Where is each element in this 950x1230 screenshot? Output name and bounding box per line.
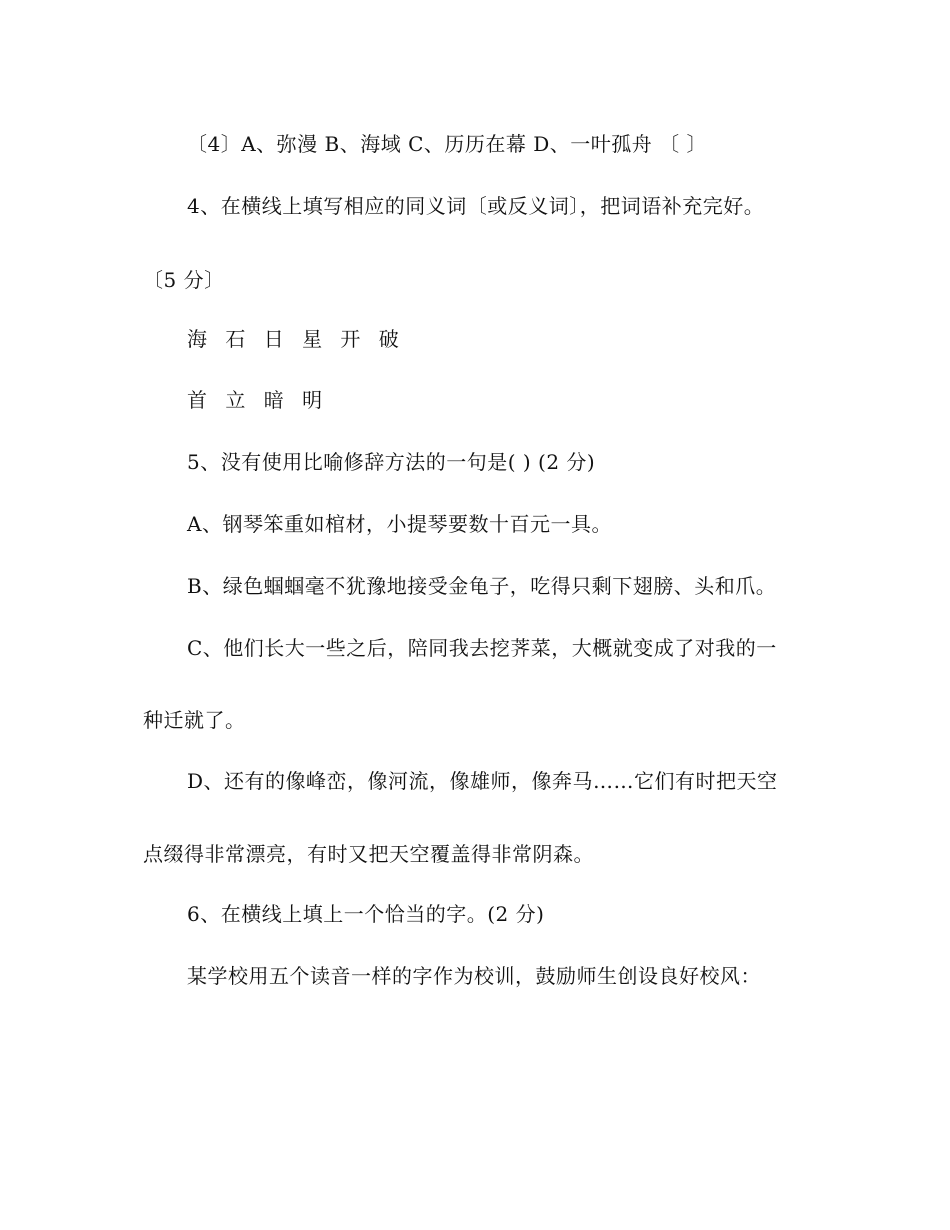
- question-5-option-d-line-2: 点缀得非常漂亮，有时又把天空覆盖得非常阴森。: [143, 842, 594, 866]
- question-4-words-row-1: 海 石 日 星 开 破: [187, 327, 405, 351]
- question-4-words-row-2: 首 立 暗 明: [187, 388, 329, 412]
- question-6-prompt: 6、在横线上填上一个恰当的字。(2 分): [187, 902, 545, 926]
- question-5-option-a: A、钢琴笨重如棺材，小提琴要数十百元一具。: [187, 512, 612, 536]
- question-6-text: 某学校用五个读音一样的字作为校训，鼓励师生创设良好校风：: [187, 964, 761, 988]
- question-3-option-4: 〔4〕A、弥漫 B、海域 C、历历在幕 D、一叶孤舟 〔 〕: [187, 132, 707, 156]
- question-5-option-c-line-2: 种迁就了。: [143, 708, 246, 732]
- question-4-prompt: 4、在横线上填写相应的同义词〔或反义词〕，把词语补充完好。: [187, 194, 765, 218]
- question-4-score: 〔5 分〕: [143, 268, 225, 292]
- question-5-option-c-line-1: C、他们长大一些之后，陪同我去挖荠菜，大概就变成了对我的一: [187, 636, 777, 660]
- question-5-option-d-line-1: D、还有的像峰峦，像河流，像雄师，像奔马……它们有时把天空: [187, 769, 778, 793]
- question-5-option-b: B、绿色蝈蝈毫不犹豫地接受金龟子，吃得只剩下翅膀、头和爪。: [187, 574, 777, 598]
- question-5-prompt: 5、没有使用比喻修辞方法的一句是( ) (2 分): [187, 450, 596, 474]
